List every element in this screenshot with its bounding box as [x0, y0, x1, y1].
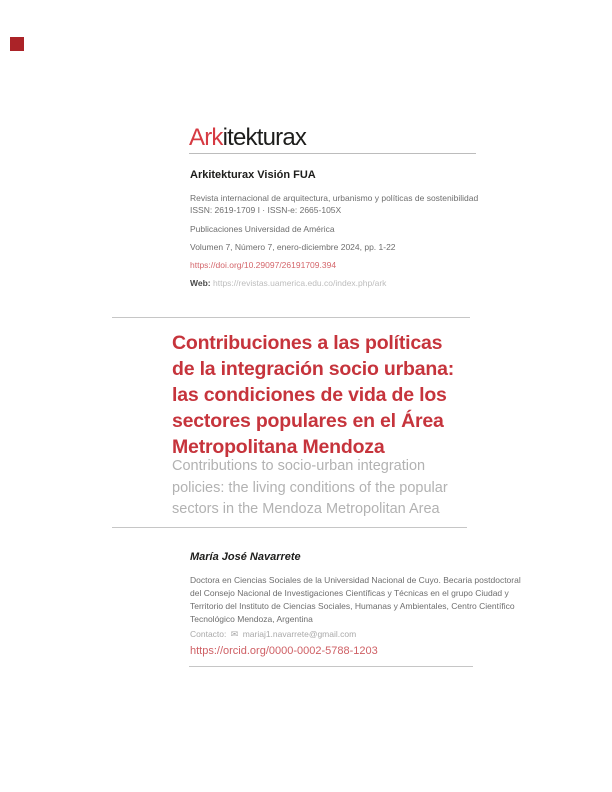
title-line: sectores populares en el Área [172, 410, 444, 432]
bio-line: del Consejo Nacional de Investigaciones Científicas y Técnicas en el grupo Ciudad y [190, 588, 509, 598]
logo-underline [189, 153, 476, 154]
envelope-icon: ✉ [230, 629, 239, 639]
article-title-en [172, 456, 448, 521]
volume-line: Volumen 7, Número 7, enero-diciembre 2024, pp. 1-22 [190, 242, 396, 252]
author-name: María José Navarrete [190, 551, 301, 563]
title-line: Metropolitana Mendoza [172, 436, 385, 458]
corner-brand-square [10, 37, 24, 51]
bio-line: Tecnológico Mendoza, Argentina [190, 614, 313, 624]
publisher-line: Publicaciones Universidad de América [190, 224, 335, 234]
divider-above-author [112, 527, 467, 528]
author-bio [190, 574, 521, 626]
journal-name: Arkitekturax Visión FUA [190, 169, 316, 181]
title-line: Contribuciones a las políticas [172, 332, 443, 354]
title-line: de la integración socio urbana: [172, 358, 455, 380]
subtitle-line: sectors in the Mendoza Metropolitan Area [172, 501, 440, 517]
bio-line: Territorio del Instituto de Ciencias Sociales, Humanas y Ambientales, Centro Científico [190, 601, 515, 611]
issn-line: ISSN: 2619-1709 I · ISSN-e: 2665-105X [190, 205, 342, 215]
doi-link[interactable]: https://doi.org/10.29097/26191709.394 [190, 260, 337, 270]
divider-above-title [112, 317, 470, 318]
email-link[interactable]: mariaj1.navarrete@gmail.com [242, 629, 357, 639]
divider-below-orcid [189, 666, 473, 667]
web-line [190, 277, 386, 290]
contact-label: Contacto: [190, 629, 227, 639]
orcid-link[interactable]: https://orcid.org/0000-0002-5788-1203 [190, 645, 378, 657]
bio-line: Doctora en Ciencias Sociales de la Universidad Nacional de Cuyo. Becaria postdoctoral [190, 575, 521, 585]
contact-line [190, 629, 356, 640]
title-line: las condiciones de vida de los [172, 384, 447, 406]
journal-logo [189, 124, 306, 152]
web-label: Web: [190, 278, 211, 288]
logo-prefix: Ark [189, 124, 223, 151]
logo-suffix: itekturax [222, 124, 307, 151]
web-link[interactable]: https://revistas.uamerica.edu.co/index.php/ark [213, 278, 387, 288]
subtitle-line: Contributions to socio-urban integration [172, 458, 426, 474]
journal-description: Revista internacional de arquitectura, urbanismo y políticas de sostenibilidad [190, 193, 479, 203]
subtitle-line: policies: the living conditions of the popular [172, 479, 448, 496]
article-title-es [172, 330, 454, 460]
